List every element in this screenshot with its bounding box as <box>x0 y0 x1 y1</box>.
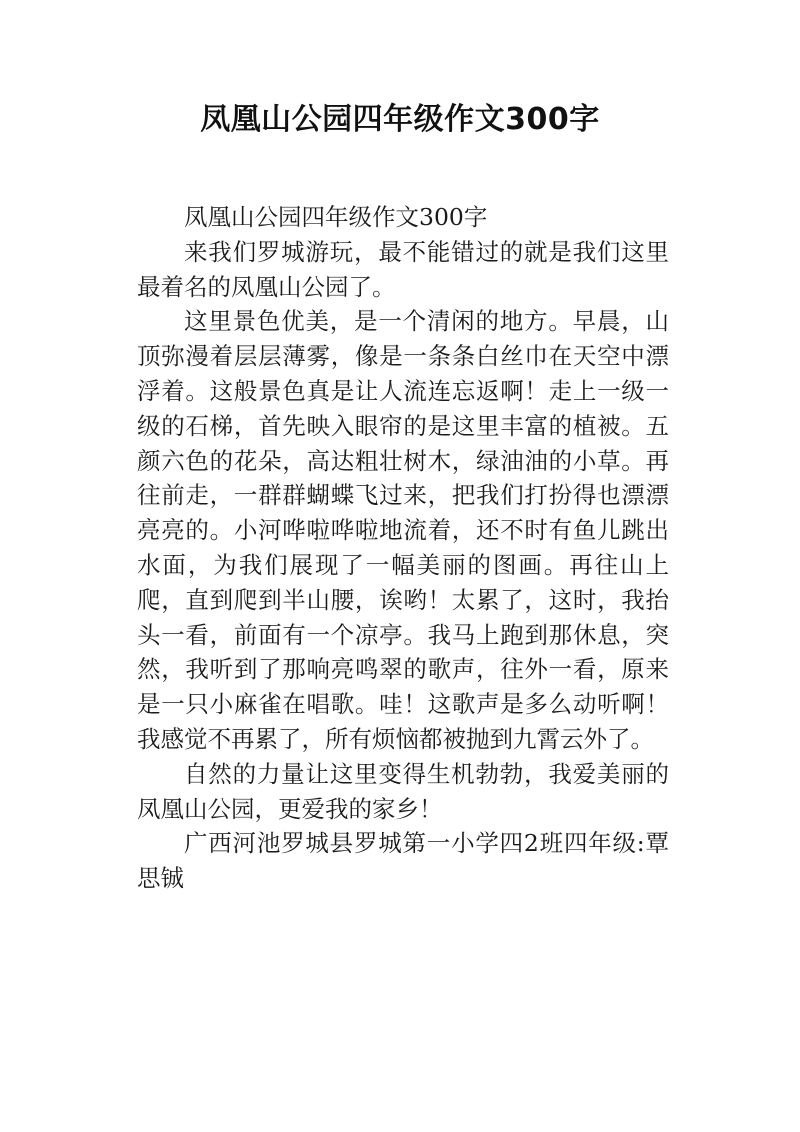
paragraph-main: 这里景色优美，是一个清闲的地方。早晨，山顶弥漫着层层薄雾，像是一条条白丝巾在天空中漂浮着。这般景色真是让人流连忘返啊！走上一级一级的石梯，首先映入眼帘的是这里丰富的植被。五颜六色的花朵，高达粗壮树木，绿油油的小草。再往前走，一群群蝴蝶飞过来，把我们打扮得也漂漂亮亮的。小河哗啦哗啦地流着，还不时有鱼儿跳出水面，为我们展现了一幅美丽的图画。再往山上爬，直到爬到半山腰，诶哟！太累了，这时，我抬头一看，前面有一个凉亭。我马上跑到那休息，突然，我听到了那响亮鸣翠的歌声，往外一看，原来是一只小麻雀在唱歌。哇！这歌声是多么动听啊！我感觉不再累了，所有烦恼都被抛到九霄云外了。 <box>137 307 669 753</box>
document-body <box>137 200 669 896</box>
paragraph-intro: 来我们罗城游玩，最不能错过的就是我们这里最着名的凤凰山公园了。 <box>137 237 669 301</box>
paragraph-conclusion: 自然的力量让这里变得生机勃勃，我爱美丽的凤凰山公园，更爱我的家乡！ <box>137 759 669 823</box>
paragraph-subtitle: 凤凰山公园四年级作文300字 <box>184 203 488 231</box>
document-title: 凤凰山公园四年级作文300字 <box>200 102 600 137</box>
paragraph-author: 广西河池罗城县罗城第一小学四2班四年级:覃思铖 <box>137 829 669 893</box>
